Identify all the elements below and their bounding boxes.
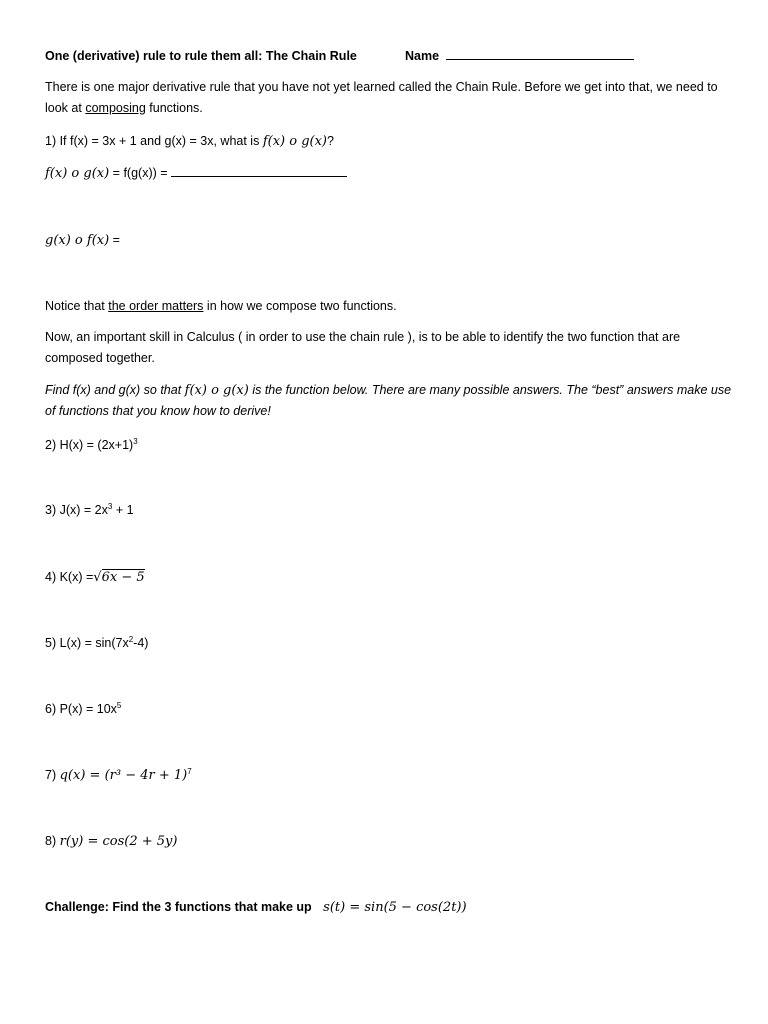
fog-line: f(x) o g(x) = f(g(x)) = (45, 163, 347, 184)
title-text: One (derivative) rule to rule them all: The Chain Rule (45, 49, 357, 63)
order-matters-text: the order matters (108, 299, 204, 313)
composing-word: composing (85, 101, 146, 115)
question-1: 1) If f(x) = 3x + 1 and g(x) = 3x, what is f(x) o g(x)? (45, 134, 334, 149)
problem-5: 5) $L(x) = \sin(7x^2-4)$ (45, 634, 149, 650)
name-field (405, 46, 634, 67)
challenge-line: Challenge: Find the 3 functions that make up s(t) = sin(5 − cos(2t)) (45, 900, 467, 915)
find-paragraph: Find f(x) and g(x) so that f(x) o g(x) is the function below. There are many possible answers. The “best” answers make use of functions that you know how to derive! (45, 383, 732, 418)
gof-line: g(x) o f(x) = (45, 233, 120, 248)
radical-sign: √ (93, 570, 102, 585)
problem-2: 2) $H(x) = (2x+1)^3$ (45, 436, 138, 452)
worksheet-title (45, 46, 357, 67)
important-paragraph: Now, an important skill in Calculus ( in order to use the chain rule ), is to be able to identify the two function that are composed together. (45, 330, 681, 365)
fog-answer-blank (171, 166, 347, 177)
problem-7: 7) $q(x) = (r^3 - 4r + 1)^7$ (45, 766, 192, 783)
problem-3: 3) $J(x) = 2x^3 + 1$ (45, 501, 134, 517)
problem-8: 8) r(y) = cos(2 + 5y) (45, 834, 178, 849)
intro-paragraph: There is one major derivative rule that you have not yet learned called the Chain Rule. Before we get into that, we need to look at composing functions. (45, 80, 718, 115)
problem-6: 6) $P(x) = 10x^5$ (45, 700, 122, 716)
notice-line: Notice that the order matters in how we compose two functions. (45, 299, 397, 313)
name-blank (446, 49, 634, 60)
name-label: Name (405, 49, 440, 63)
problem-4: 4) K(x) =√6x − 5 (45, 570, 145, 585)
